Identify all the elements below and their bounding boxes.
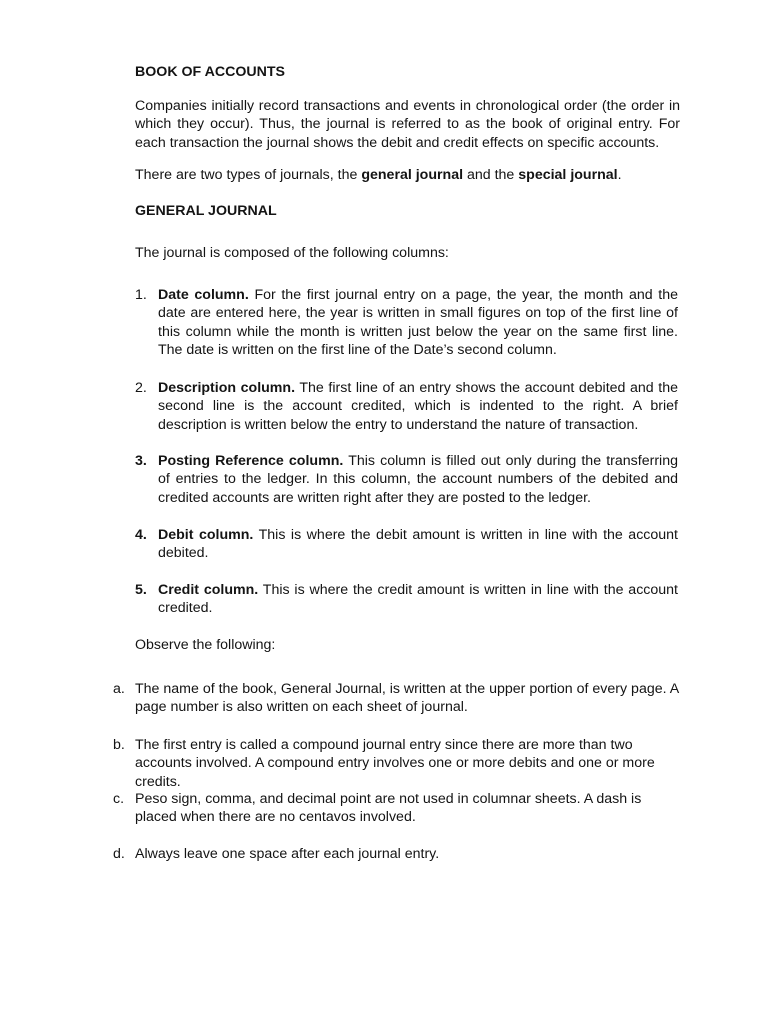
observe-heading: Observe the following: [135,637,276,653]
column-item-credit [158,581,678,618]
column-item-date [158,286,678,360]
observation-item: The first entry is called a compound journal entry since there are more than two accounts involved. A compound entry involves one or more debits and one or more credits. [135,737,655,790]
observation-letter: a. [113,681,125,697]
column-item-title: Description column. [158,380,296,396]
journal-types-paragraph [135,166,680,184]
column-item-description-col [158,379,678,434]
column-item-posting-reference [158,452,678,507]
special-journal-term: special journal [518,167,618,183]
column-item-title: Debit column. [158,527,254,543]
observation-letter: d. [113,846,125,862]
general-journal-term: general journal [361,167,464,183]
intro-paragraph: Companies initially record transactions and events in chronological order (the order in which they occur). Thus, the journal is referred to as the book of original entry. For each transaction the journal shows the debit and credit effects on specific accounts. [135,98,680,151]
column-item-description: This is where the debit amount is written in line with the account debited. [158,527,678,562]
observation-letter: c. [113,791,125,807]
types-text-before: There are two types of journals, the [135,167,362,183]
column-item-description: For the first journal entry on a page, the year, the month and the date are entered here, the year is written in small figures on top of the first line of this column while the month is written just below the year on the same first line. The date is written on the first line of the Date’s second column. [158,287,678,359]
columns-intro: The journal is composed of the following columns: [135,245,449,261]
column-item-description: This column is filled out only during the transferring of entries to the ledger. In this column, the account numbers of the debited and credited accounts are written right after they are posted to the ledger. [158,453,678,506]
column-item-number: 4. [135,527,147,543]
section-heading: GENERAL JOURNAL [135,203,277,219]
column-item-description: The first line of an entry shows the account debited and the second line is the account credited, which is indented to the right. A brief description is written below the entry to understand the nature of transaction. [158,380,678,433]
types-text-middle: and the [463,167,519,183]
column-item-description: This is where the credit amount is written in line with the account credited. [158,582,678,617]
column-item-number: 3. [135,453,147,469]
column-item-title: Credit column. [158,582,259,598]
observation-item: Peso sign, comma, and decimal point are not used in columnar sheets. A dash is placed when there are no centavos involved. [135,791,642,826]
types-text-after: . [617,167,622,183]
column-item-debit [158,526,678,563]
observation-letter: b. [113,737,125,753]
column-item-number: 2. [135,380,147,396]
column-item-number: 1. [135,287,147,303]
column-item-title: Date column. [158,287,249,303]
observation-item: Always leave one space after each journal entry. [135,846,440,862]
document-title: BOOK OF ACCOUNTS [135,64,286,80]
column-item-title: Posting Reference column. [158,453,344,469]
observation-item: The name of the book, General Journal, is written at the upper portion of every page. A page number is also written on each sheet of journal. [135,681,679,716]
column-item-number: 5. [135,582,147,598]
